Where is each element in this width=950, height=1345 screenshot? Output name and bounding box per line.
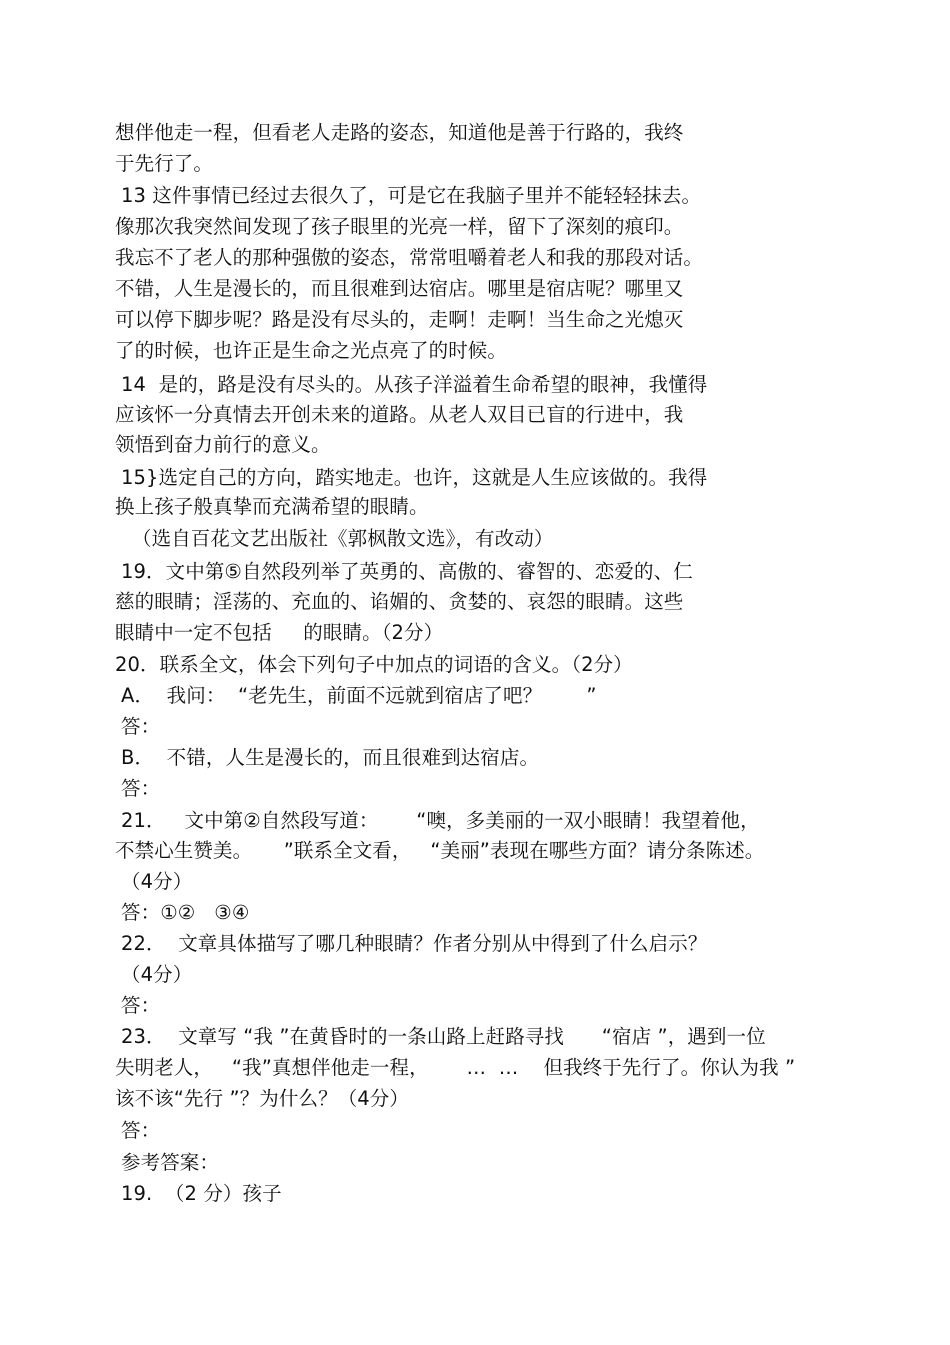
question-21-answer: 答：①② ③④ [121, 901, 250, 924]
source-note: （选自百花文艺出版社《郭枫散文选》，有改动） [132, 527, 554, 550]
question-20: 20．联系全文，体会下列句子中加点的词语的含义。（2分） [115, 653, 633, 676]
question-21-line-2: 不禁心生赞美。 ”联系全文看， “美丽”表现在哪些方面？请分条陈述。 [115, 839, 765, 862]
answer-label: 答： [121, 1119, 161, 1142]
question-23-line-2: 失明老人， “我”真想伴他走一程， … … 但我终于先行了。你认为我 ” [115, 1056, 796, 1079]
paragraph-13-line-1: 13 这件事情已经过去很久了，可是它在我脑子里并不能轻轻抹去。 [121, 184, 702, 207]
paragraph-13-line-6: 了的时候，也许正是生命之光点亮了的时候。 [115, 339, 508, 362]
question-21-points: （4分） [121, 870, 193, 893]
reference-answers-heading: 参考答案： [121, 1151, 220, 1174]
paragraph-14-line-2: 应该怀一分真情去开创未来的道路。从老人双目已盲的行进中，我 [115, 403, 684, 426]
paragraph-14-line-3: 领悟到奋力前行的意义。 [115, 433, 331, 456]
question-20-item-b: B． 不错，人生是漫长的，而且很难到达宿店。 [121, 746, 540, 769]
question-19-line-1: 19．文中第⑤自然段列举了英勇的、高傲的、睿智的、恋爱的、仁 [121, 560, 693, 583]
paragraph-14-line-1: 14 是的，路是没有尽头的。从孩子洋溢着生命希望的眼神，我懂得 [121, 373, 708, 396]
paragraph-12-line-2: 于先行了。 [115, 152, 214, 175]
question-23-line-3: 该不该“先行 ”？为什么？（4分） [115, 1087, 410, 1110]
question-20-item-a: A． 我问： “老先生，前面不远就到宿店了吧？ ” [121, 684, 597, 707]
paragraph-12-line-1: 想伴他走一程，但看老人走路的姿态，知道他是善于行路的，我终 [115, 121, 684, 144]
reference-answer-19: 19. （2 分）孩子 [121, 1182, 282, 1205]
question-23-line-1: 23． 文章写 “我 ”在黄昏时的一条山路上赶路寻找 “宿店 ”，遇到一位 [121, 1025, 766, 1048]
answer-label: 答： [121, 715, 161, 738]
answer-label: 答： [121, 994, 161, 1017]
paragraph-13-line-5: 可以停下脚步呢？路是没有尽头的，走啊！走啊！当生命之光熄灭 [115, 308, 684, 331]
question-19-line-2: 慈的眼睛；淫荡的、充血的、谄媚的、贪婪的、哀怨的眼睛。这些 [115, 590, 684, 613]
question-19-line-3: 眼睛中一定不包括 的眼睛。（2分） [115, 621, 444, 644]
paragraph-15-line-1: 15}选定自己的方向，踏实地走。也许，这就是人生应该做的。我得 [121, 466, 708, 489]
question-22-line-1: 22． 文章具体描写了哪几种眼睛？作者分别从中得到了什么启示？ [121, 932, 708, 955]
question-21-line-1: 21． 文中第②自然段写道： “噢，多美丽的一双小眼睛！我望着他， [121, 809, 760, 832]
paragraph-15-line-2: 换上孩子般真挚而充满希望的眼睛。 [115, 495, 429, 518]
answer-label: 答： [121, 777, 161, 800]
question-22-points: （4分） [121, 963, 193, 986]
paragraph-13-line-2: 像那次我突然间发现了孩子眼里的光亮一样，留下了深刻的痕印。 [115, 215, 684, 238]
paragraph-13-line-3: 我忘不了老人的那种强傲的姿态，常常咀嚼着老人和我的那段对话。 [115, 246, 704, 269]
paragraph-13-line-4: 不错，人生是漫长的，而且很难到达宿店。哪里是宿店呢？哪里又 [115, 277, 684, 300]
